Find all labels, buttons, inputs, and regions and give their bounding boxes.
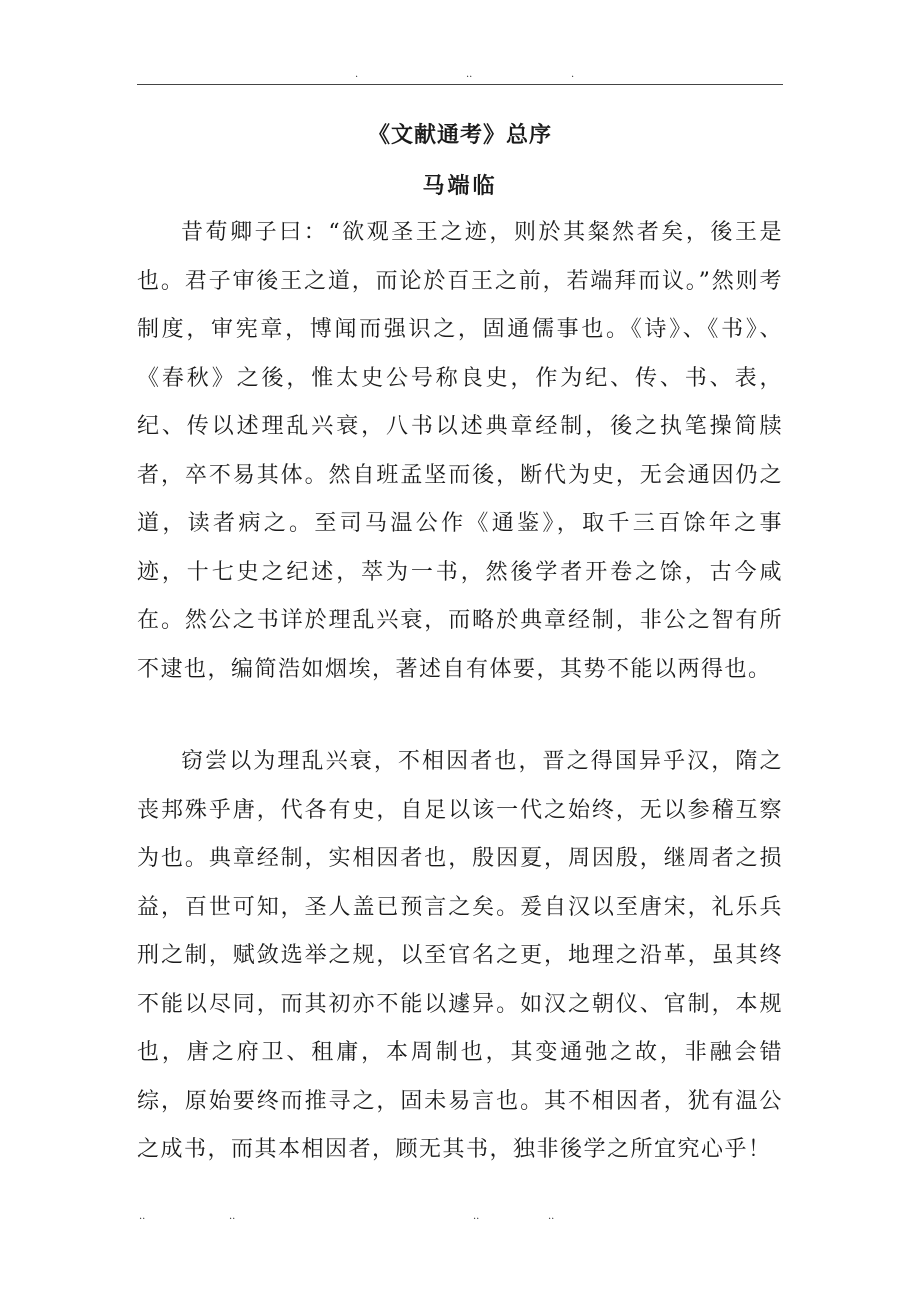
footer-dot: .. [139,1211,146,1222]
document-author: 马端临 [422,173,498,199]
footer-dot: .. [229,1211,236,1222]
header-rule [137,84,783,85]
footer-dot: .. [548,1211,555,1222]
paragraph: 窃尝以为理乱兴衰，不相因者也，晋之得国异乎汉，隋之丧邦殊乎唐，代各有史，自足以该一代之始终，无以参稽互察为也。典章经制，实相因者也，殷因夏，周因殷，继周者之损益，百世可知，圣人盖已预言之矣。爰自汉以至唐宋，礼乐兵刑之制，赋敛选举之规，以至官名之更，地理之沿革，虽其终不能以尽同，而其初亦不能以遽异。如汉之朝仪、官制，本规也，唐之府卫、租庸，本周制也，其变通弛之故，非融会错综，原始要终而推寻之，固未易言也。其不相因者，犹有温公之成书，而其本相因者，顾无其书，独非後学之所宜究心乎！ [137,749,783,1162]
header-dot: .. [466,69,473,80]
footer-dot: .. [473,1211,480,1222]
header-dot: . [571,69,575,80]
paragraph: 昔荀卿子曰：“欲观圣王之迹，则於其粲然者矣，後王是也。君子审後王之道，而论於百王之前，若端拜而议。”然则考制度，审宪章，博闻而强识之，固通儒事也。《诗》、《书》、《春秋》之後，惟太史公号称良史，作为纪、传、书、表，纪、传以述理乱兴衰，八书以述典章经制，後之执笔操简牍者，卒不易其体。然自班孟坚而後，断代为史，无会通因仍之道，读者病之。至司马温公作《通鉴》，取千三百馀年之事迹，十七史之纪述，萃为一书，然後学者开卷之馀，古今咸在。然公之书详於理乱兴衰，而略於典章经制，非公之智有所不逮也，编简浩如烟埃，著述自有体要，其势不能以两得也。 [137,220,783,682]
header-dot: . [355,69,359,80]
document-title: 《文献通考》总序 [367,122,552,148]
